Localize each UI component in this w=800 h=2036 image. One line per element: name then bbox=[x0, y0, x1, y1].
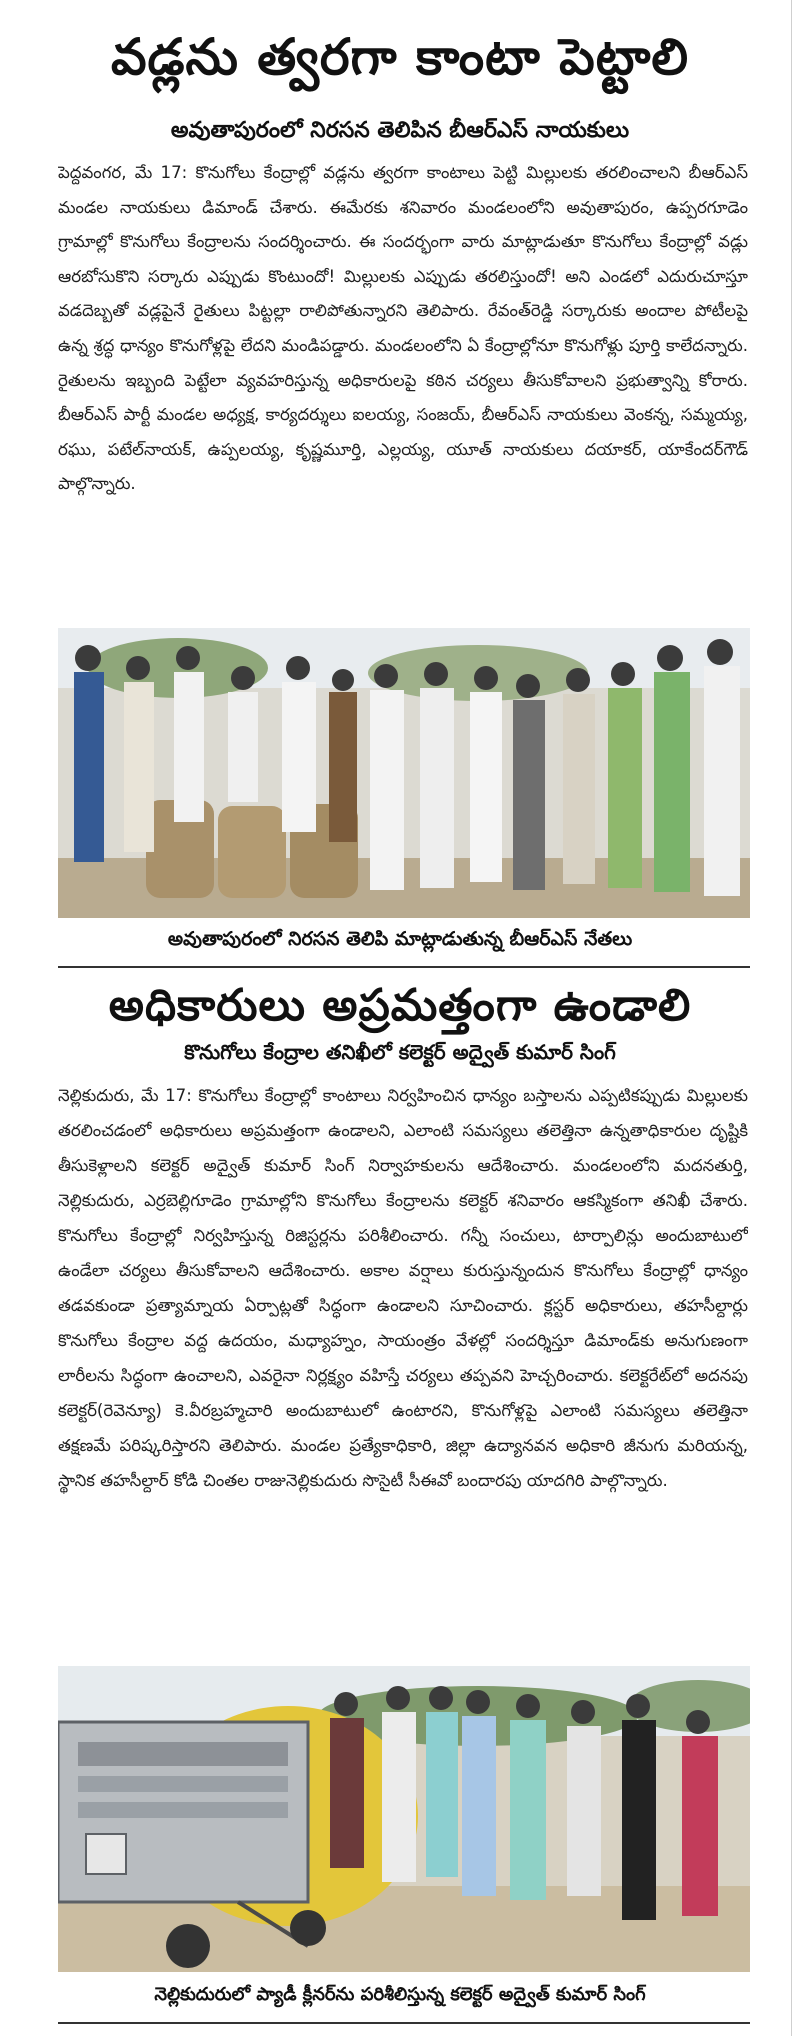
article1-photo-caption: అవుతాపురంలో నిరసన తెలిపి మాట్లాడుతున్న బీఆర్ఎస్ నేతలు bbox=[167, 928, 633, 950]
article2-headline: అధికారులు అప్రమత్తంగా ఉండాలి bbox=[108, 980, 692, 1031]
inspection-photo-illustration bbox=[58, 1666, 750, 1972]
article2-body bbox=[58, 1078, 748, 1658]
article2-subheadline: కొనుగోలు కేంద్రాల తనిఖీలో కలెక్టర్ అద్వైత్ కుమార్ సింగ్ bbox=[184, 1040, 616, 1064]
article1-headline: వడ్లను త్వరగా కాంటా పెట్టాలి bbox=[110, 28, 690, 86]
article-separator bbox=[58, 966, 750, 968]
article1-body bbox=[58, 156, 748, 624]
article1-photo bbox=[58, 628, 750, 918]
article1-body-text: పెద్దవంగర, మే 17: కొనుగోలు కేంద్రాల్లో వడ్లను త్వరగా కాంటాలు పెట్టి మిల్లులకు తరలించాలని బీఆర్ఎస్ మండల నాయకులు డిమాండ్ చేశారు. ఈమేరకు శనివారం మండలంలోని అవుతాపురం, ఉప్పరగూడెం గ్రామాల్లో కొనుగోలు కేంద్రాలను సందర్శించారు. ఈ సందర్భంగా వారు మాట్లాడుతూ కొనుగోలు కేంద్రాల్లో వడ్లు ఆరబోసుకొని సర్కారు ఎప్పుడు కొంటుందో! మిల్లులకు ఎప్పుడు తరలిస్తుందో! అని ఎండలో ఎదురుచూస్తూ వడదెబ్బతో వడ్లపైనే రైతులు పిట్టల్లా రాలిపోతున్నారని తెలిపారు. రేవంత్‌రెడ్డి సర్కారుకు అందాల పోటీలపై ఉన్న శ్రద్ధ ధాన్యం కొనుగోళ్లపై లేదని మండిపడ్డారు. మండలంలోని ఏ కేంద్రాల్లోనూ కొనుగోళ్లు పూర్తి కాలేదన్నారు. రైతులను ఇబ్బంది పెట్టేలా వ్యవహరిస్తున్న అధికారులపై కఠిన చర్యలు తీసుకోవాలని ప్రభుత్వాన్ని కోరారు. బీఆర్ఎస్ పార్టీ మండల అధ్యక్ష, కార్యదర్శులు ఐలయ్య, సంజయ్, బీఆర్ఎస్ నాయకులు వెంకన్న, సమ్మయ్య, రఘు, పటేల్‌నాయక్, ఉప్పలయ్య, కృష్ణమూర్తి, ఎల్లయ్య, యూత్ నాయకులు దయాకర్, యాకేందర్‌గౌడ్ పాల్గొన్నారు. bbox=[58, 163, 748, 494]
article2-body-text: నెల్లికుదురు, మే 17: కొనుగోలు కేంద్రాల్లో కాంటాలు నిర్వహించిన ధాన్యం బస్తాలను ఎప్పటికప్పుడు మిల్లులకు తరలించడంలో అధికారులు అప్రమత్తంగా ఉండాలని, ఎలాంటి సమస్యలు తలెత్తినా ఉన్నతాధికారుల దృష్టికి తీసుకెళ్లాలని కలెక్టర్ అద్వైత్ కుమార్ సింగ్ నిర్వాహకులను ఆదేశించారు. మండలంలోని మదనతుర్తి, నెల్లికుదురు, ఎర్రబెల్లిగూడెం గ్రామాల్లోని కొనుగోలు కేంద్రాలను కలెక్టర్ శనివారం ఆకస్మికంగా తనిఖీ చేశారు. కొనుగోలు కేంద్రాల్లో నిర్వహిస్తున్న రిజిస్టర్లను పరిశీలించారు. గన్నీ సంచులు, టార్పాలిన్లు అందుబాటులో ఉండేలా చర్యలు తీసుకోవాలని ఆదేశించారు. అకాల వర్షాలు కురుస్తున్నందున కొనుగోలు కేంద్రాల్లో ధాన్యం తడవకుండా ప్రత్యామ్నాయ ఏర్పాట్లతో సిద్ధంగా ఉండాలని సూచించారు. క్లస్టర్ అధికారులు, తహసీల్దార్లు కొనుగోలు కేంద్రాల వద్ద ఉదయం, మధ్యాహ్నం, సాయంత్రం వేళల్లో సందర్శిస్తూ డిమాండ్‌కు అనుగుణంగా లారీలను సిద్ధంగా ఉంచాలని, ఎవరైనా నిర్లక్ష్యం వహిస్తే చర్యలు తప్పవని హెచ్చరించారు. కలెక్టరేట్‌లో అదనపు కలెక్టర్(రెవెన్యూ) కె.వీరబ్రహ్మచారి అందుబాటులో ఉంటారని, కొనుగోళ్లపై ఎలాంటి సమస్యలు తలెత్తినా తక్షణమే పరిష్కరిస్తారని తెలిపారు. మండల ప్రత్యేకాధికారి, జిల్లా ఉద్యానవన అధికారి జీనుగు మరియన్న, స్థానిక తహసీల్దార్ కోడి చింతల రాజునెల్లికుదురు సొసైటీ సీఈవో బందారపు యాదగిరి పాల్గొన్నారు. bbox=[58, 1086, 748, 1490]
protest-photo-illustration bbox=[58, 628, 750, 918]
bottom-rule bbox=[58, 2022, 750, 2024]
article2-photo bbox=[58, 1666, 750, 1972]
article2-photo-caption: నెల్లికుదురులో ప్యాడీ క్లీనర్‌ను పరిశీలిస్తున్న కలెక్టర్ అద్వైత్ కుమార్ సింగ్ bbox=[154, 1984, 646, 2005]
article1-subheadline: అవుతాపురంలో నిరసన తెలిపిన బీఆర్ఎస్ నాయకులు bbox=[170, 118, 630, 143]
